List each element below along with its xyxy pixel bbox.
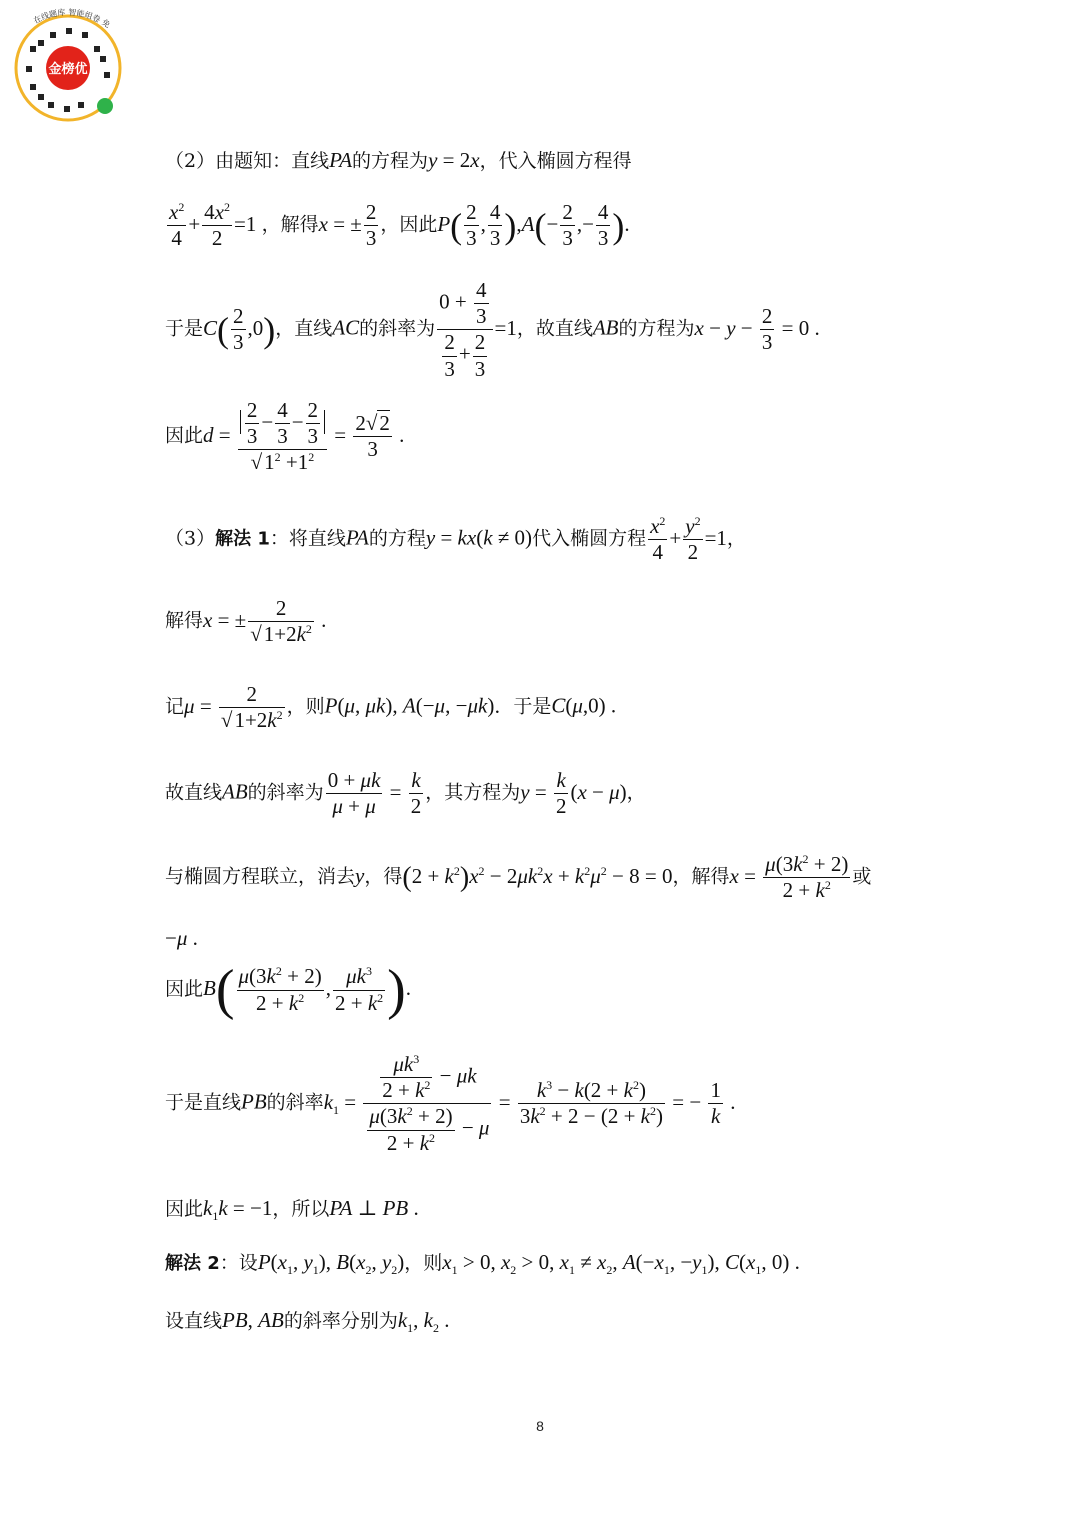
line-point-b: 因此B( $\frac{\mu(3k^2 + 2)}{2 + k^2}$ , $\frac{\mu k^3}{2 + k^2}$ ). (165, 959, 412, 1021)
line-slope-pb: 于是直线PB的斜率$k_1$ = $\frac{\mu k^3}{2 + k^2}$ − μk $\frac{\mu(3k^2 + 2)}{2 + k^2}$ − μ = $\frac{k^3 - k(2 + k^2)}{3k^2 + 2 - (2 + k^2)}$ = − $\frac{1}{k}$ . (165, 1052, 736, 1155)
page-number: 8 (536, 1418, 544, 1434)
line-perpendicular: 因此$k_1k = -1$，所以PA ⊥ PB . (165, 1196, 419, 1224)
qr-code-icon (8, 6, 128, 126)
line-slopes-k1-k2: 设直线PB, AB的斜率分别为$k_1$, $k_2$ . (165, 1308, 450, 1336)
line-solve-x: 解得x = ± $\frac{2}{√1+2k^2}$ . (165, 596, 327, 647)
logo-ring-text: 在线题库 智能组卷 免 (32, 7, 112, 30)
line-ellipse-solve: $\frac{x^2}{4}$ + $\frac{4x^2}{2}$ =1 ，解得x = ± $\frac{2}{3}$ ，因此P( $\frac{2}{3}$ , $\frac{4}{3}$ ),A(− $\frac{2}{3}$ ,− $\frac{4}{3}$ ). (169, 200, 630, 251)
line-slope-ac: 于是C( $\frac{2}{3}$ ,0)，直线AC的斜率为 0 + $\frac{4}{3}$ $\frac{2}{3}$ + $\frac{2}{3}$ =1，故直线AB的方程为x − y − $\frac{2}{3}$ = 0 . (165, 278, 820, 381)
line-neg-mu: −μ . (165, 926, 198, 950)
line-distance: 因此d = $\frac{2}{3}$ − $\frac{4}{3}$ − $\frac{2}{3}$ $√1^2 +1^2$ = $\frac{2√2}{3}$ . (165, 398, 405, 475)
line-eliminate-y: 与椭圆方程联立，消去y，得$(2 + k^2)x^2 - 2\mu k^2x + k^2\mu^2 - 8 = 0$，解得x = $\frac{\mu(3k^2 + 2)}{2 + k^2}$ 或 (165, 852, 872, 903)
line-part2-intro: （2）由题知：直线PA的方程为y = 2x，代入椭圆方程得 (165, 148, 632, 172)
line-part3-method1: （3）解法 1：将直线PA的方程y = kx(k ≠ 0)代入椭圆方程 $\frac{x^2}{4}$ + $\frac{y^2}{2}$ =1， (165, 514, 746, 565)
logo-text: 金榜优 (48, 62, 88, 77)
qr-logo (8, 6, 128, 126)
line-slope-ab: 故直线AB的斜率为 $\frac{0 + \mu k}{\mu + \mu}$ = $\frac{k}{2}$ ，其方程为y = $\frac{k}{2}$ (x − μ)， (165, 768, 646, 819)
line-method2: 解法 2：设$P(x_1$, $y_1$), $B(x_2$, $y_2$)，则$x_1 > 0$, $x_2 > 0$, $x_1 \ne x_2$, $A(-x_1$, $-y_1$), $C(x_1$, 0) . (165, 1250, 800, 1278)
line-define-mu: 记μ = $\frac{2}{√1+2k^2}$ ，则P(μ, μk), A(−μ, −μk)．于是C(μ,0) . (165, 682, 617, 733)
